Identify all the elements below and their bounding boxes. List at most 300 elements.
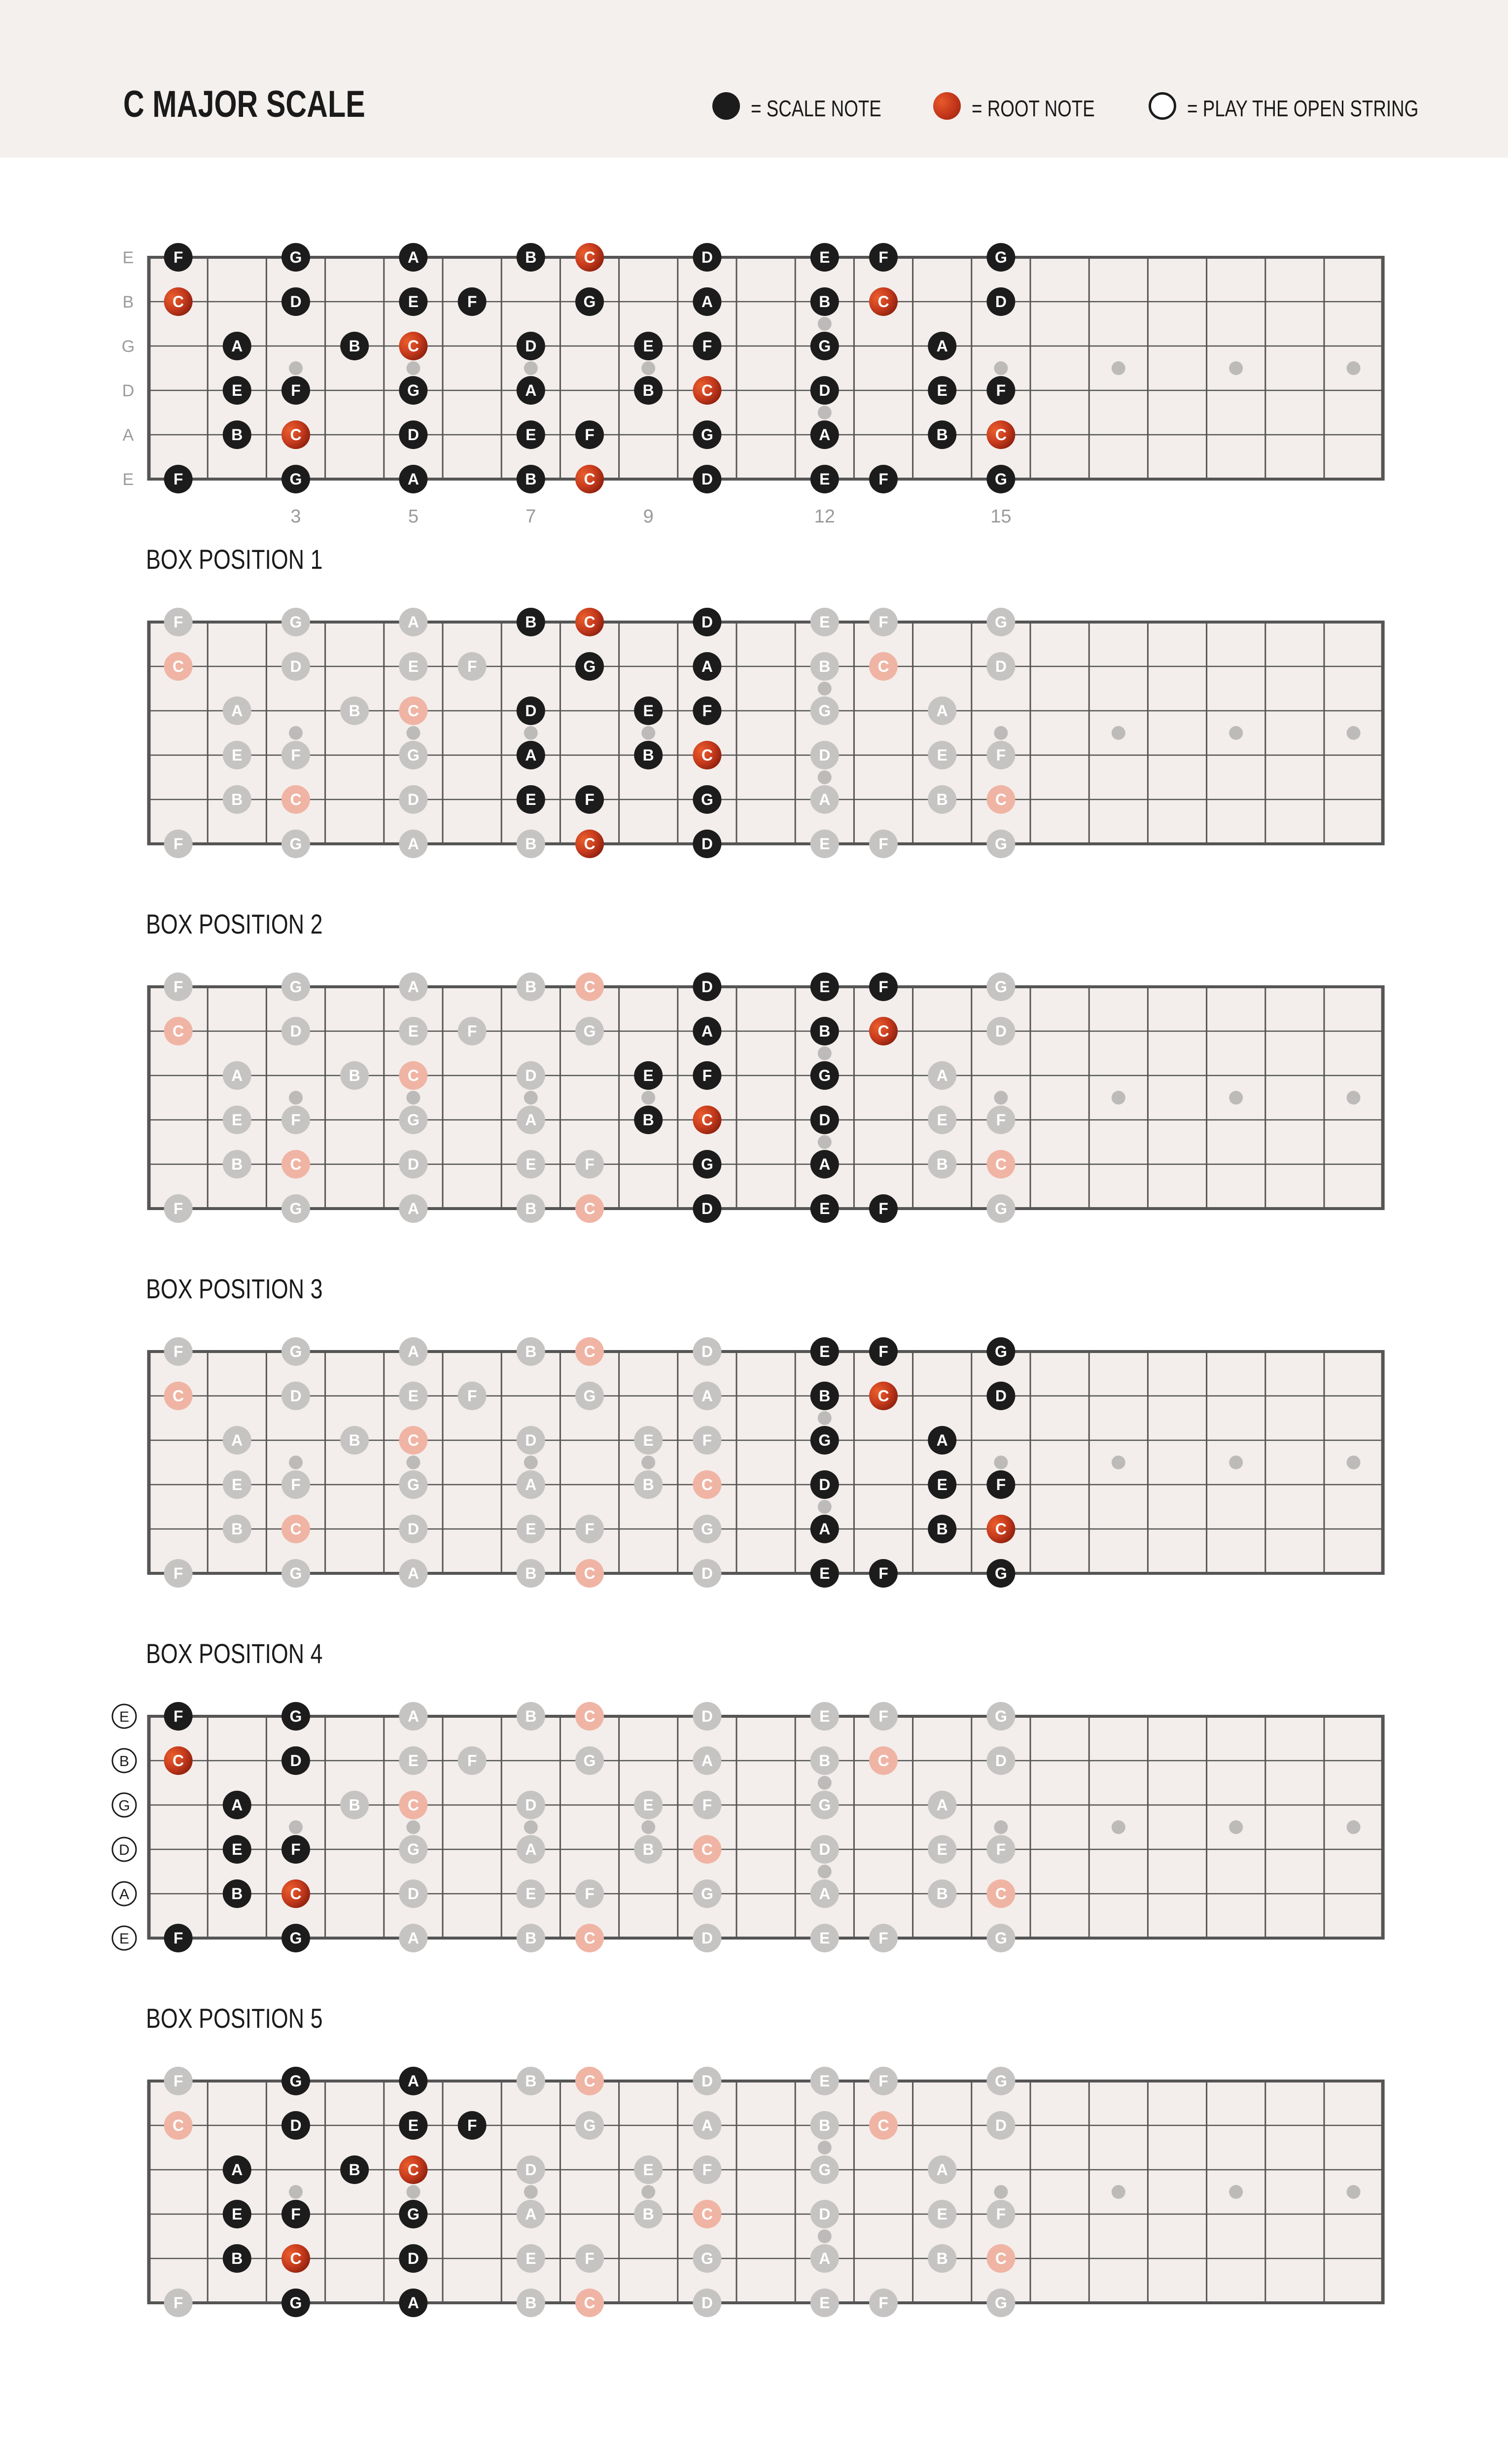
scale-note-e — [517, 785, 545, 814]
scale-note-d — [693, 1559, 721, 1588]
note-letter: G — [701, 2250, 713, 2267]
note-letter: E — [937, 1111, 947, 1129]
note-letter: D — [407, 1885, 419, 1903]
root-note-c — [693, 1835, 721, 1864]
note-letter: E — [232, 382, 243, 399]
note-letter: B — [349, 337, 360, 355]
note-letter: F — [585, 1885, 595, 1903]
note-letter: G — [994, 248, 1007, 266]
scale-note-f — [458, 287, 487, 316]
note-letter: B — [231, 1520, 243, 1538]
note-letter: G — [818, 1067, 831, 1084]
scale-note-f — [575, 1879, 604, 1908]
note-letter: D — [701, 1343, 713, 1360]
note-letter: B — [819, 1387, 831, 1405]
scale-note-d — [693, 1337, 721, 1366]
note-letter: C — [584, 1343, 596, 1360]
fret-number: 9 — [643, 506, 654, 527]
note-letter: E — [643, 702, 654, 720]
note-letter: E — [408, 1387, 419, 1405]
note-letter: C — [877, 658, 889, 675]
fretboard-background — [149, 2081, 1383, 2303]
note-letter: D — [819, 382, 831, 399]
scale-note-d — [693, 2289, 721, 2317]
scale-note-e — [399, 2111, 427, 2140]
scale-note-b — [223, 785, 251, 814]
note-letter: G — [818, 1431, 831, 1449]
note-letter: E — [819, 978, 830, 996]
note-letter: C — [877, 2117, 889, 2134]
note-letter: C — [995, 1155, 1007, 1173]
scale-note-e — [399, 1382, 427, 1410]
fretboard-box-position-1 — [0, 583, 1508, 898]
scale-note-g — [575, 1017, 604, 1045]
note-letter: F — [467, 1387, 477, 1405]
note-letter: A — [407, 613, 419, 631]
scale-note-f — [693, 1791, 721, 1819]
fretboard-background — [149, 1716, 1383, 1938]
note-letter: E — [819, 248, 830, 266]
note-letter: B — [642, 1840, 654, 1858]
note-letter: F — [291, 1840, 301, 1858]
root-note-c — [281, 2244, 310, 2273]
scale-note-f — [575, 2244, 604, 2273]
note-letter: D — [701, 1200, 713, 1217]
string-label: E — [119, 1709, 130, 1725]
note-letter: E — [526, 1155, 536, 1173]
note-letter: B — [525, 1200, 537, 1217]
note-letter: C — [995, 2250, 1007, 2267]
note-letter: A — [231, 2161, 243, 2179]
note-letter: A — [407, 1343, 419, 1360]
scale-note-b — [517, 1702, 545, 1731]
open-string-marker — [112, 1838, 136, 1861]
inlay-dot — [818, 1776, 832, 1790]
inlay-dot — [641, 361, 655, 375]
scale-note-e — [634, 696, 663, 725]
diagram-title: BOX POSITION 3 — [146, 1273, 323, 1304]
scale-note-f — [869, 1702, 898, 1731]
note-letter: D — [701, 248, 713, 266]
scale-note-e — [928, 1106, 956, 1134]
note-letter: B — [525, 248, 537, 266]
note-letter: G — [701, 1885, 713, 1903]
fretboard-background — [149, 987, 1383, 1209]
scale-note-g — [986, 608, 1015, 636]
scale-note-f — [986, 1470, 1015, 1499]
scale-note-d — [517, 696, 545, 725]
note-letter: D — [525, 337, 537, 355]
root-note-c — [693, 2200, 721, 2228]
note-letter: E — [819, 2072, 830, 2090]
string-label: B — [119, 1753, 130, 1770]
note-letter: D — [701, 1564, 713, 1582]
legend-open-string-label: = PLAY THE OPEN STRING — [1187, 96, 1419, 121]
note-letter: C — [407, 1431, 419, 1449]
scale-note-g — [575, 1382, 604, 1410]
note-letter: B — [525, 2294, 537, 2312]
note-letter: F — [467, 2117, 477, 2134]
open-string-marker — [112, 1704, 136, 1728]
scale-note-g — [693, 1150, 721, 1179]
scale-note-b — [810, 2111, 839, 2140]
note-letter: A — [525, 1840, 537, 1858]
note-letter: F — [467, 1752, 477, 1770]
scale-note-f — [164, 2067, 193, 2095]
root-note-c — [869, 652, 898, 681]
string-label: E — [122, 248, 134, 267]
note-letter: A — [936, 1796, 948, 1814]
scale-note-g — [810, 1426, 839, 1455]
note-letter: F — [173, 1343, 183, 1360]
inlay-dot — [289, 361, 303, 375]
note-letter: E — [819, 1707, 830, 1725]
scale-note-g — [986, 1337, 1015, 1366]
scale-note-b — [223, 420, 251, 449]
scale-note-a — [399, 972, 427, 1001]
root-note-c — [986, 1879, 1015, 1908]
scale-note-d — [810, 1470, 839, 1499]
inlay-dot — [406, 2185, 420, 2199]
scale-note-g — [693, 785, 721, 814]
note-letter: G — [289, 470, 302, 488]
scale-note-b — [517, 465, 545, 493]
inlay-dot — [641, 2185, 655, 2199]
note-letter: A — [231, 1796, 243, 1814]
scale-note-d — [810, 1835, 839, 1864]
scale-note-a — [693, 1382, 721, 1410]
note-letter: E — [408, 1022, 419, 1040]
string-label: A — [122, 426, 134, 445]
scale-note-a — [399, 2067, 427, 2095]
note-letter: G — [407, 382, 420, 399]
note-letter: A — [231, 1067, 243, 1084]
root-note-c — [399, 1426, 427, 1455]
scale-note-b — [928, 1515, 956, 1543]
note-letter: F — [173, 835, 183, 853]
root-note-c — [693, 1470, 721, 1499]
scale-note-d — [517, 1061, 545, 1090]
scale-note-f — [164, 1559, 193, 1588]
scale-note-b — [223, 1150, 251, 1179]
scale-note-b — [634, 1106, 663, 1134]
scale-note-e — [810, 1559, 839, 1588]
scale-note-e — [810, 465, 839, 493]
note-letter: F — [173, 1707, 183, 1725]
note-letter: G — [994, 1200, 1007, 1217]
root-note-c — [399, 2155, 427, 2184]
scale-note-g — [986, 1702, 1015, 1731]
note-letter: G — [583, 2117, 596, 2134]
note-letter: F — [996, 382, 1006, 399]
note-letter: D — [819, 746, 831, 764]
scale-note-d — [517, 332, 545, 360]
note-letter: G — [407, 1476, 420, 1493]
note-letter: G — [701, 1155, 713, 1173]
scale-note-f — [164, 830, 193, 858]
note-letter: C — [290, 1885, 302, 1903]
scale-note-g — [399, 1835, 427, 1864]
scale-note-b — [340, 1791, 369, 1819]
fretboard-box-position-2 — [0, 947, 1508, 1263]
string-label: A — [119, 1886, 130, 1903]
scale-note-g — [399, 1470, 427, 1499]
inlay-dot — [524, 361, 538, 375]
open-string-marker — [112, 1749, 136, 1772]
note-letter: F — [996, 2205, 1006, 2223]
note-letter: E — [819, 2294, 830, 2312]
root-note-c — [986, 1515, 1015, 1543]
scale-note-a — [810, 420, 839, 449]
scale-note-d — [693, 972, 721, 1001]
note-letter: E — [232, 1840, 243, 1858]
scale-note-g — [693, 420, 721, 449]
note-letter: F — [291, 746, 301, 764]
scale-note-f — [869, 1194, 898, 1223]
root-note-c — [869, 2111, 898, 2140]
scale-note-e — [810, 1924, 839, 1952]
note-letter: F — [878, 1200, 888, 1217]
note-letter: G — [701, 426, 713, 444]
fretboard-box-position-4 — [0, 1677, 1508, 1992]
note-letter: C — [290, 2250, 302, 2267]
scale-note-g — [399, 2200, 427, 2228]
note-letter: C — [877, 1752, 889, 1770]
scale-note-f — [458, 1746, 487, 1775]
inlay-dot — [1347, 726, 1361, 740]
note-letter: D — [407, 426, 419, 444]
note-letter: C — [995, 1885, 1007, 1903]
note-letter: D — [995, 658, 1007, 675]
root-note-c — [869, 1746, 898, 1775]
note-letter: F — [173, 613, 183, 631]
note-letter: E — [232, 2205, 243, 2223]
root-note-c — [575, 1337, 604, 1366]
note-letter: F — [996, 1111, 1006, 1129]
string-label: D — [119, 1842, 130, 1858]
inlay-dot — [818, 682, 832, 695]
scale-note-e — [810, 243, 839, 272]
root-note-c — [575, 465, 604, 493]
note-letter: F — [585, 2250, 595, 2267]
note-letter: A — [525, 2205, 537, 2223]
root-note-c — [575, 1924, 604, 1952]
scale-note-d — [281, 1382, 310, 1410]
note-letter: C — [995, 426, 1007, 444]
note-letter: G — [289, 1707, 302, 1725]
scale-note-f — [986, 2200, 1015, 2228]
scale-note-d — [986, 287, 1015, 316]
root-note-c — [575, 1194, 604, 1223]
scale-note-f — [986, 376, 1015, 405]
fret-number: 3 — [290, 506, 301, 527]
note-letter: A — [407, 978, 419, 996]
scale-note-e — [810, 1702, 839, 1731]
note-letter: G — [583, 658, 596, 675]
inlay-dot — [1347, 1091, 1361, 1105]
scale-note-a — [693, 287, 721, 316]
note-letter: A — [819, 426, 831, 444]
scale-note-a — [693, 652, 721, 681]
note-letter: D — [819, 1111, 831, 1129]
note-letter: B — [936, 1885, 948, 1903]
legend-root-note-label: = ROOT NOTE — [972, 96, 1095, 121]
scale-note-g — [281, 2067, 310, 2095]
note-letter: E — [526, 1885, 536, 1903]
root-note-c — [693, 376, 721, 405]
scale-note-e — [810, 2289, 839, 2317]
scale-note-a — [517, 1470, 545, 1499]
scale-note-f — [693, 2155, 721, 2184]
note-letter: A — [819, 1520, 831, 1538]
note-letter: F — [996, 1840, 1006, 1858]
note-letter: A — [231, 1431, 243, 1449]
inlay-dot — [994, 1820, 1008, 1834]
scale-note-d — [693, 2067, 721, 2095]
note-letter: B — [642, 382, 654, 399]
scale-note-f — [164, 2289, 193, 2317]
fretboard-full-neck — [0, 218, 1508, 533]
note-letter: F — [467, 1022, 477, 1040]
inlay-dot — [524, 1820, 538, 1834]
note-letter: B — [936, 426, 948, 444]
note-letter: C — [701, 1840, 713, 1858]
note-letter: A — [525, 1111, 537, 1129]
note-letter: C — [701, 746, 713, 764]
note-letter: C — [584, 978, 596, 996]
note-letter: C — [701, 1476, 713, 1493]
note-letter: G — [701, 791, 713, 808]
scale-note-icon — [712, 92, 740, 120]
note-letter: A — [936, 337, 948, 355]
note-letter: A — [407, 1200, 419, 1217]
note-letter: C — [701, 382, 713, 399]
note-letter: F — [702, 702, 712, 720]
note-letter: D — [525, 2161, 537, 2179]
scale-note-b — [340, 1426, 369, 1455]
note-letter: A — [525, 746, 537, 764]
note-letter: E — [819, 835, 830, 853]
inlay-dot — [818, 2141, 832, 2154]
note-letter: C — [877, 293, 889, 311]
scale-note-a — [810, 785, 839, 814]
note-letter: G — [994, 2072, 1007, 2090]
note-letter: A — [407, 248, 419, 266]
scale-note-b — [634, 2200, 663, 2228]
scale-note-f — [164, 1924, 193, 1952]
note-letter: C — [995, 791, 1007, 808]
scale-note-f — [575, 420, 604, 449]
root-note-c — [693, 1106, 721, 1134]
note-letter: C — [584, 835, 596, 853]
root-note-c — [869, 287, 898, 316]
note-letter: F — [585, 791, 595, 808]
note-letter: G — [994, 613, 1007, 631]
scale-note-g — [693, 1515, 721, 1543]
scale-note-a — [517, 1106, 545, 1134]
scale-note-d — [281, 1746, 310, 1775]
scale-note-a — [399, 608, 427, 636]
scale-note-e — [810, 1337, 839, 1366]
note-letter: C — [290, 1155, 302, 1173]
note-letter: A — [936, 2161, 948, 2179]
note-letter: E — [937, 2205, 947, 2223]
scale-note-g — [810, 2155, 839, 2184]
note-letter: G — [289, 613, 302, 631]
note-letter: G — [289, 1564, 302, 1582]
scale-note-a — [517, 376, 545, 405]
scale-note-g — [810, 696, 839, 725]
note-letter: E — [408, 293, 419, 311]
note-letter: G — [994, 1343, 1007, 1360]
scale-note-g — [575, 287, 604, 316]
root-note-c — [575, 243, 604, 272]
note-letter: C — [173, 658, 184, 675]
inlay-dot — [994, 361, 1008, 375]
scale-note-a — [810, 1879, 839, 1908]
note-letter: B — [231, 1885, 243, 1903]
open-string-icon — [1149, 92, 1176, 120]
open-string-marker — [112, 1882, 136, 1906]
inlay-dot — [818, 770, 832, 784]
note-letter: E — [408, 1752, 419, 1770]
root-note-icon — [933, 92, 961, 120]
note-letter: G — [407, 746, 420, 764]
inlay-dot — [818, 1046, 832, 1060]
note-letter: C — [584, 1564, 596, 1582]
scale-note-f — [575, 785, 604, 814]
scale-note-f — [281, 376, 310, 405]
scale-note-b — [810, 652, 839, 681]
inlay-dot — [406, 1091, 420, 1105]
scale-note-a — [399, 1337, 427, 1366]
root-note-c — [575, 1702, 604, 1731]
scale-note-e — [810, 972, 839, 1001]
inlay-dot — [289, 1820, 303, 1834]
root-note-c — [986, 785, 1015, 814]
root-note-c — [986, 420, 1015, 449]
scale-note-e — [223, 741, 251, 769]
note-letter: G — [289, 1929, 302, 1947]
inlay-dot — [289, 726, 303, 740]
root-note-c — [281, 1150, 310, 1179]
root-note-c — [164, 652, 193, 681]
scale-note-a — [928, 696, 956, 725]
scale-note-f — [281, 1835, 310, 1864]
note-letter: E — [408, 658, 419, 675]
fret-number: 12 — [814, 506, 835, 527]
scale-note-f — [869, 2289, 898, 2317]
scale-note-d — [517, 2155, 545, 2184]
note-letter: G — [289, 978, 302, 996]
note-letter: B — [231, 426, 243, 444]
legend-scale-note-label: = SCALE NOTE — [751, 96, 881, 121]
root-note-c — [986, 2244, 1015, 2273]
string-label: B — [122, 293, 134, 312]
scale-note-e — [223, 1106, 251, 1134]
scale-note-d — [281, 1017, 310, 1045]
scale-note-d — [281, 652, 310, 681]
note-letter: B — [231, 1155, 243, 1173]
note-letter: D — [407, 1520, 419, 1538]
scale-note-b — [517, 608, 545, 636]
root-note-c — [164, 287, 193, 316]
scale-note-b — [517, 2289, 545, 2317]
scale-note-f — [693, 332, 721, 360]
scale-note-b — [810, 1017, 839, 1045]
inlay-dot — [641, 1820, 655, 1834]
note-letter: D — [701, 2294, 713, 2312]
